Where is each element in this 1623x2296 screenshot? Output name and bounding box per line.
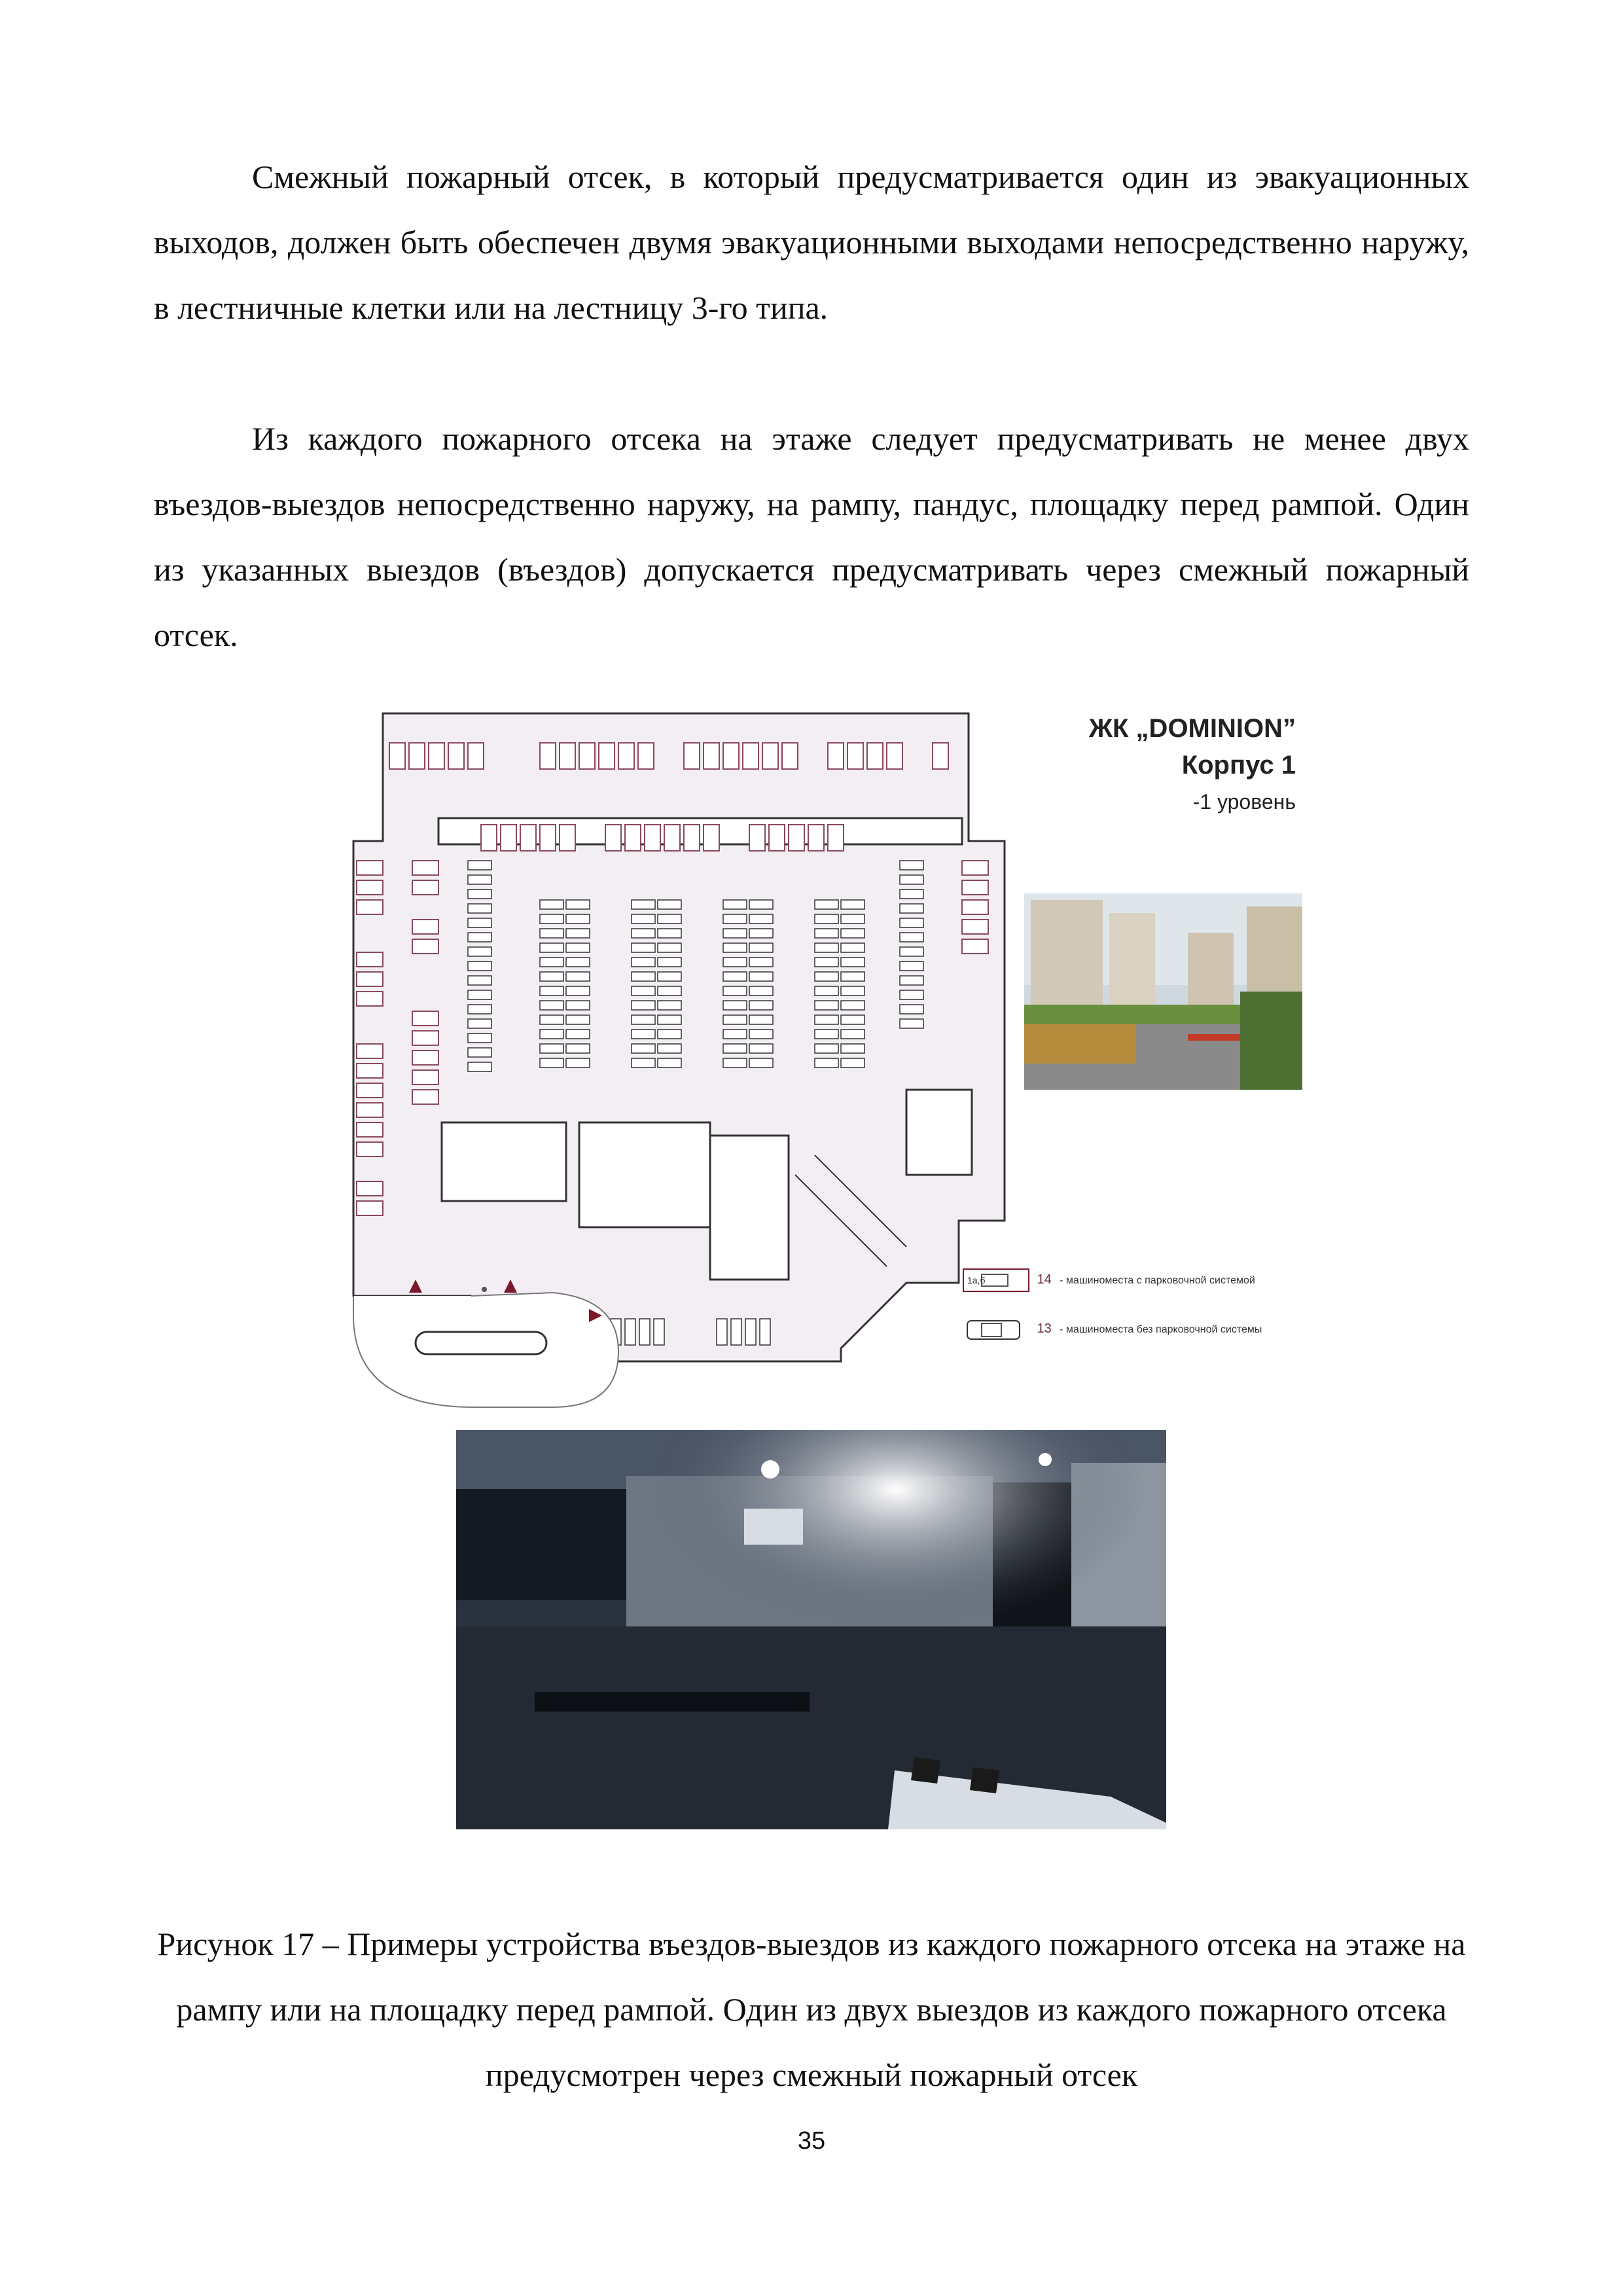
car-icon [962, 1316, 1034, 1344]
plan-title-line-2: Корпус 1 [1181, 751, 1296, 780]
car-with-system-icon [962, 1266, 1034, 1295]
plan-title [1047, 710, 1296, 820]
legend-number-1: 14 [1037, 1272, 1052, 1287]
page-number: 35 [797, 2127, 826, 2155]
plan-title-line-3: -1 уровень [1192, 790, 1296, 814]
body-paragraph-2: Из каждого пожарного отсека на этаже следует предусматривать не менее двух въездов-выездов непосредственно наружу, на рампу, пандус, площадку перед рампой. Один из указанных выездов (въездов) допускается предусматривать через смежный пожарный отсек. [154, 420, 1469, 653]
figure-caption: Рисунок 17 – Примеры устройства въездов-выездов из каждого пожарного отсека на этаже на рампу или на площадку перед рампой. Один из двух выездов из каждого пожарного отсека предусмотрен через смежный пожарный отсек [157, 1926, 1466, 2093]
legend-item-2 [962, 1316, 1262, 1344]
legend-text-1: - машиноместа с парковочной системой [1060, 1275, 1255, 1287]
body-paragraph-1: Смежный пожарный отсек, в который предусматривается один из эвакуационных выходов, должен быть обеспечен двумя эвакуационными выходами непосредственно наружу, в лестничные клетки или на лестницу 3-го типа. [154, 158, 1469, 326]
underground-parking-photo [456, 1430, 1166, 1829]
legend-text-2: - машиноместа без парковочной системы [1060, 1324, 1262, 1336]
plan-title-line-1: ЖК „DOMINION” [1088, 714, 1296, 743]
legend-number-2: 13 [1037, 1321, 1052, 1336]
residential-complex-photo [1024, 893, 1302, 1090]
legend-item-1 [962, 1266, 1255, 1295]
legend-icon-label: 1а,б [967, 1275, 986, 1285]
